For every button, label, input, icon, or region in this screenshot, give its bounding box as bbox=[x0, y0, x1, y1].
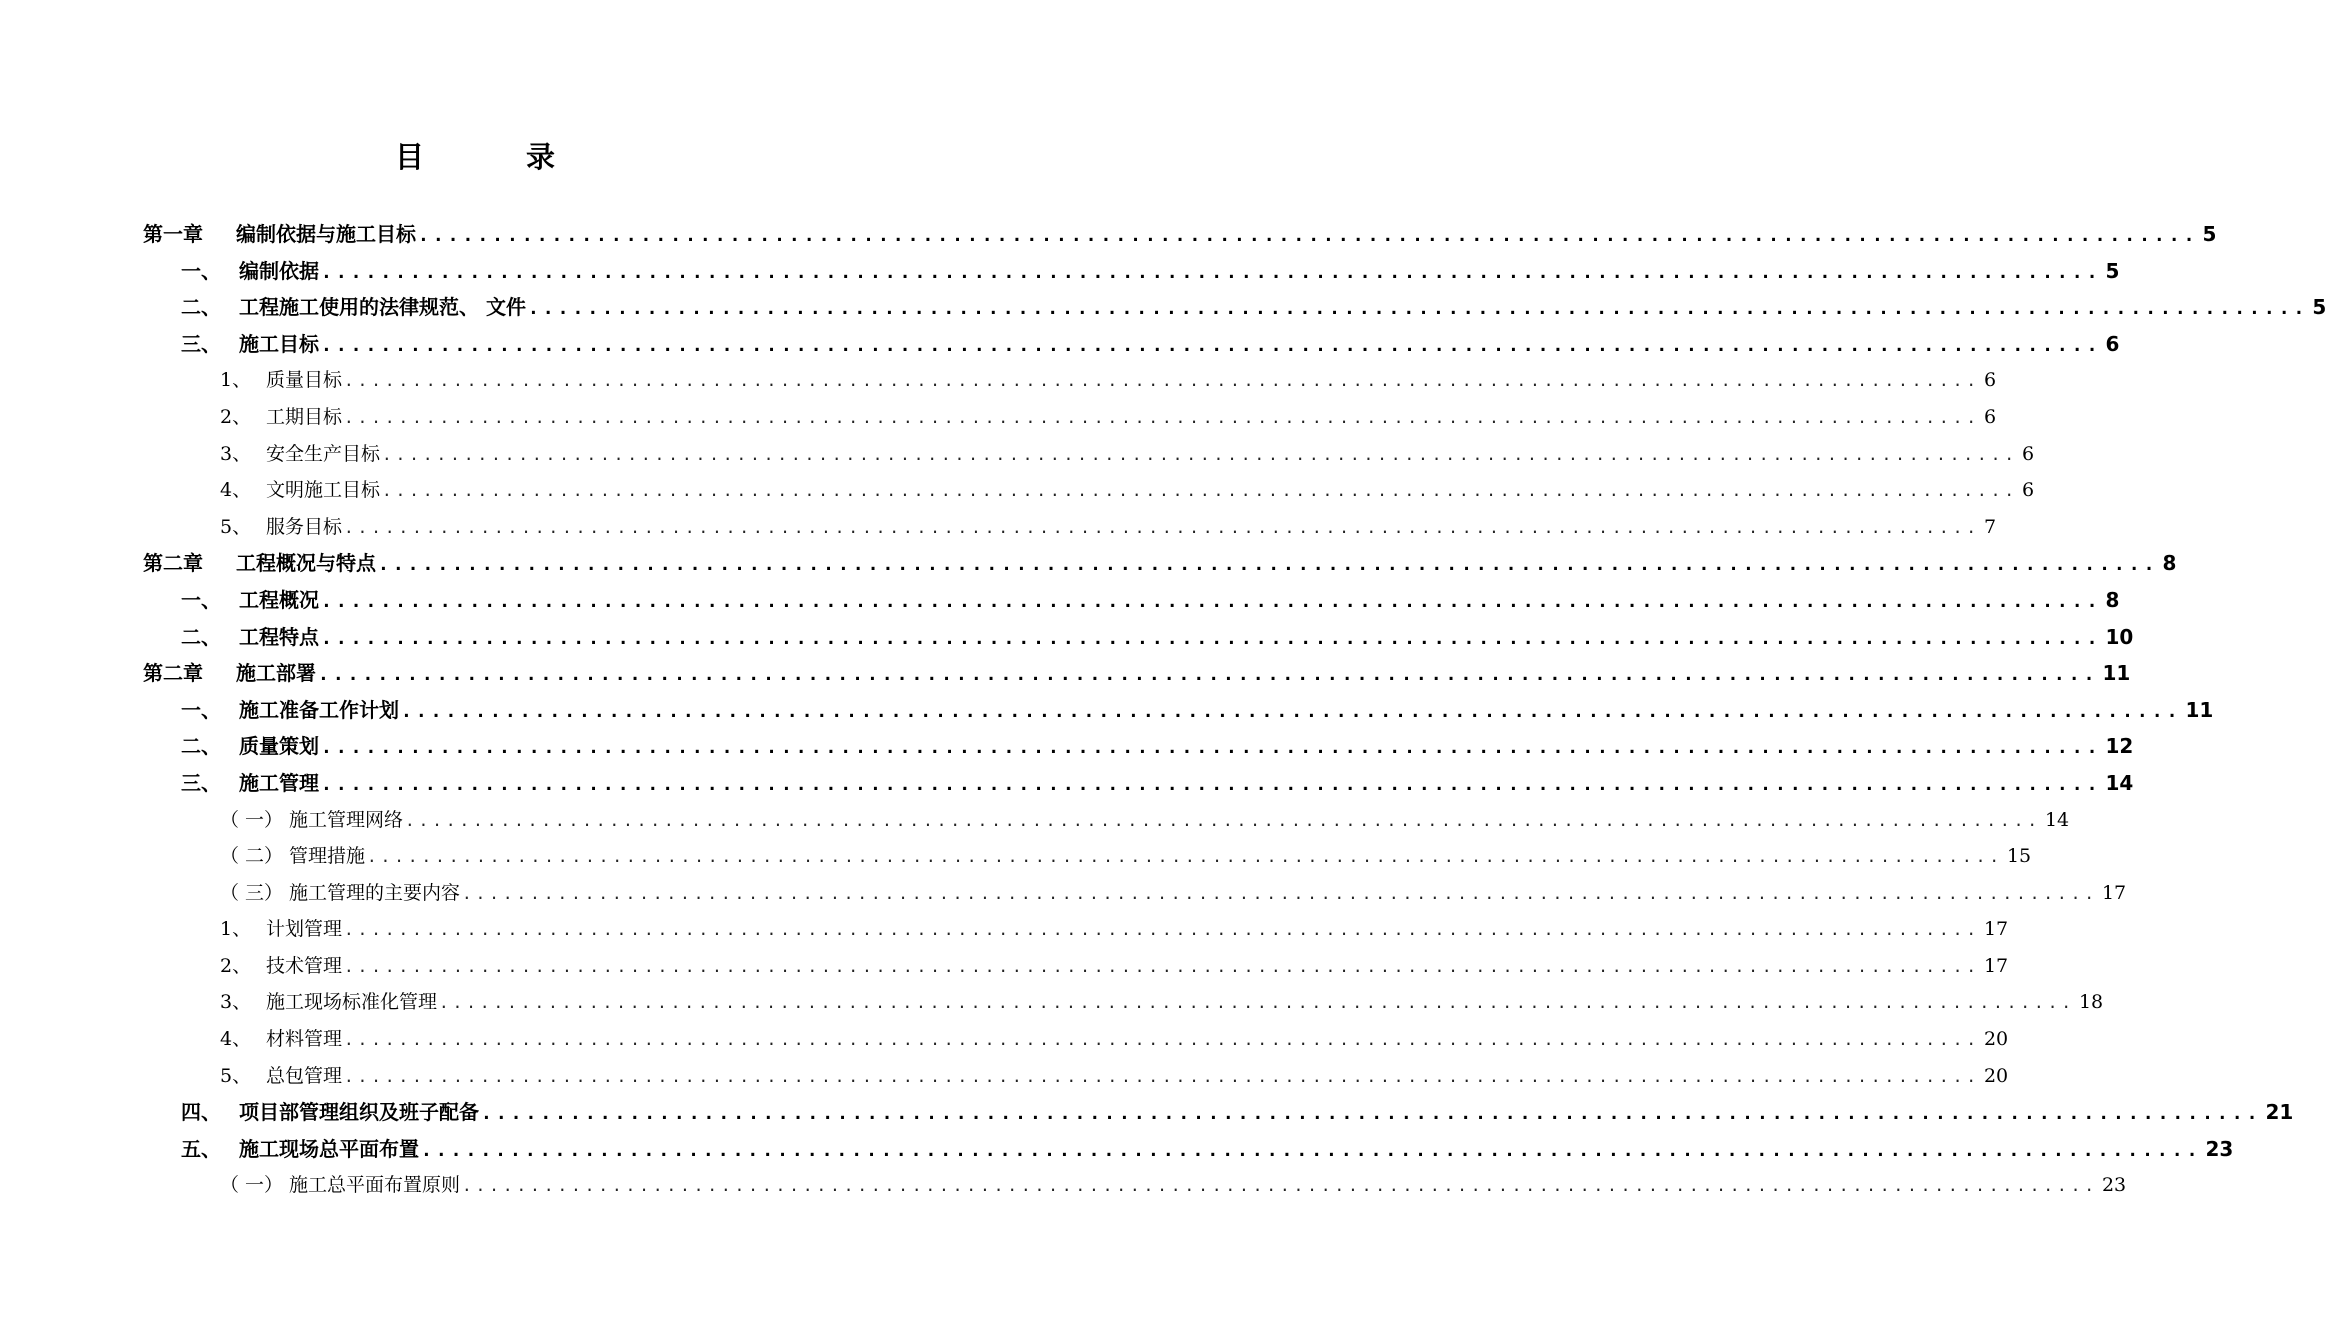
toc-entry-page-number: 14 bbox=[2044, 808, 2070, 831]
toc-entry-page-number: 10 bbox=[2105, 624, 2134, 649]
toc-entry-title: 技术管理 bbox=[266, 954, 343, 977]
toc-entry-title: 文明施工目标 bbox=[266, 479, 381, 502]
toc-entry-title: 编制依据 bbox=[239, 258, 319, 283]
toc-entry-number: （ 三） bbox=[220, 881, 284, 904]
toc-entry-page-number: 6 bbox=[2021, 442, 2035, 465]
toc-dot-leader: ........................................................................................................................ bbox=[344, 407, 1980, 427]
toc-entry-title: 计划管理 bbox=[266, 918, 343, 941]
toc-entry[interactable] bbox=[143, 326, 2120, 363]
toc-entry-page-number: 7 bbox=[1983, 515, 1997, 538]
toc-entry-number: 1、 bbox=[220, 918, 252, 941]
toc-entry-title: 施工部署 bbox=[236, 661, 316, 686]
toc-entry-page-number: 20 bbox=[1983, 1028, 2009, 1051]
toc-entry[interactable] bbox=[143, 1021, 2009, 1058]
toc-entry-number: 二、 bbox=[181, 295, 221, 320]
toc-dot-leader: ........................................................................................................................ bbox=[321, 590, 2102, 612]
toc-entry[interactable] bbox=[143, 1094, 2294, 1131]
toc-entry-number: 一、 bbox=[181, 697, 221, 722]
toc-entry-title: 工程施工使用的法律规范、 文件 bbox=[239, 295, 526, 320]
toc-entry[interactable] bbox=[143, 619, 2134, 656]
toc-dot-leader: ........................................................................................................................ bbox=[401, 700, 2182, 722]
toc-entry-title: 施工管理网络 bbox=[289, 808, 404, 831]
toc-entry[interactable] bbox=[143, 582, 2120, 619]
toc-entry-page-number: 18 bbox=[2078, 991, 2104, 1014]
toc-entry[interactable] bbox=[143, 655, 2131, 692]
toc-entry[interactable] bbox=[143, 289, 2326, 326]
toc-entry[interactable] bbox=[143, 399, 1997, 436]
toc-entry[interactable] bbox=[143, 984, 2104, 1021]
toc-entry-title: 材料管理 bbox=[266, 1028, 343, 1051]
toc-dot-leader: ........................................................................................................................ bbox=[321, 261, 2102, 283]
toc-entry[interactable] bbox=[143, 253, 2120, 290]
toc-dot-leader: ........................................................................................................................ bbox=[405, 810, 2041, 830]
toc-entry-page-number: 6 bbox=[2021, 479, 2035, 502]
toc-dot-leader: ........................................................................................................................ bbox=[318, 664, 2099, 686]
toc-entry-number: 三、 bbox=[181, 331, 221, 356]
toc-entry-page-number: 17 bbox=[1983, 918, 2009, 941]
toc-entry-page-number: 8 bbox=[2105, 587, 2120, 612]
toc-entry-title: 项目部管理组织及班子配备 bbox=[239, 1100, 479, 1125]
toc-entry-page-number: 15 bbox=[2006, 845, 2032, 868]
toc-entry[interactable] bbox=[143, 875, 2127, 912]
toc-entry-number: 5、 bbox=[220, 1064, 252, 1087]
toc-entry-title: 工期目标 bbox=[266, 405, 343, 428]
toc-entry-page-number: 5 bbox=[2105, 258, 2120, 283]
toc-entry-page-number: 14 bbox=[2105, 770, 2134, 795]
toc-dot-leader: ........................................................................................................................ bbox=[382, 481, 2018, 501]
toc-entry[interactable] bbox=[143, 1167, 2127, 1204]
table-of-contents bbox=[143, 216, 2326, 1204]
toc-entry-page-number: 8 bbox=[2162, 551, 2177, 576]
toc-entry[interactable] bbox=[143, 948, 2009, 985]
toc-dot-leader: ........................................................................................................................ bbox=[344, 1030, 1980, 1050]
toc-entry-title: 管理措施 bbox=[289, 845, 366, 868]
toc-dot-leader: ........................................................................................................................ bbox=[481, 1103, 2262, 1125]
toc-entry-page-number: 5 bbox=[2312, 295, 2326, 320]
toc-entry-number: 3、 bbox=[220, 991, 252, 1014]
toc-dot-leader: ........................................................................................................................ bbox=[382, 444, 2018, 464]
toc-entry-number: 二、 bbox=[181, 734, 221, 759]
toc-entry-number: 二、 bbox=[181, 624, 221, 649]
toc-entry-number: 第二章 bbox=[143, 551, 203, 576]
toc-entry-number: （ 二） bbox=[220, 845, 284, 868]
toc-entry-number: 4、 bbox=[220, 479, 252, 502]
toc-entry-number: 1、 bbox=[220, 369, 252, 392]
toc-entry-title: 施工目标 bbox=[239, 331, 319, 356]
toc-dot-leader: ........................................................................................................................ bbox=[321, 737, 2102, 759]
toc-entry-title: 工程概况 bbox=[239, 587, 319, 612]
toc-entry[interactable] bbox=[143, 838, 2032, 875]
toc-entry-title: 工程特点 bbox=[239, 624, 319, 649]
toc-entry-number: 2、 bbox=[220, 405, 252, 428]
toc-dot-leader: ........................................................................................................................ bbox=[344, 371, 1980, 391]
toc-entry-page-number: 17 bbox=[1983, 954, 2009, 977]
toc-entry-title: 质量目标 bbox=[266, 369, 343, 392]
toc-entry-number: 一、 bbox=[181, 258, 221, 283]
toc-title: 目 录 bbox=[394, 140, 602, 174]
toc-dot-leader: ........................................................................................................................ bbox=[421, 1139, 2202, 1161]
toc-entry-number: 四、 bbox=[181, 1100, 221, 1125]
toc-dot-leader: ........................................................................................................................ bbox=[462, 883, 2098, 903]
toc-entry-number: （ 一） bbox=[220, 808, 284, 831]
toc-entry[interactable] bbox=[143, 472, 2035, 509]
toc-dot-leader: ........................................................................................................................ bbox=[527, 298, 2309, 320]
toc-entry[interactable] bbox=[143, 911, 2009, 948]
toc-entry-page-number: 12 bbox=[2105, 734, 2134, 759]
toc-entry-number: 第二章 bbox=[143, 661, 203, 686]
toc-entry-title: 施工现场标准化管理 bbox=[266, 991, 438, 1014]
toc-dot-leader: ........................................................................................................................ bbox=[344, 1066, 1980, 1086]
toc-entry-title: 施工管理的主要内容 bbox=[289, 881, 461, 904]
toc-entry-number: 2、 bbox=[220, 954, 252, 977]
toc-entry-number: 3、 bbox=[220, 442, 252, 465]
toc-entry-page-number: 11 bbox=[2185, 697, 2214, 722]
toc-entry[interactable] bbox=[143, 545, 2177, 582]
toc-entry-number: 五、 bbox=[181, 1136, 221, 1161]
toc-entry-title: 施工总平面布置原则 bbox=[289, 1174, 461, 1197]
toc-entry-title: 工程概况与特点 bbox=[236, 551, 376, 576]
toc-entry-number: 5、 bbox=[220, 515, 252, 538]
toc-entry-number: 第一章 bbox=[143, 222, 203, 246]
toc-dot-leader: ........................................................................................................................ bbox=[439, 993, 2075, 1013]
toc-dot-leader: ........................................................................................................................ bbox=[344, 517, 1980, 537]
toc-entry-title: 施工准备工作计划 bbox=[239, 697, 399, 722]
toc-entry-page-number: 23 bbox=[2101, 1174, 2127, 1197]
toc-dot-leader: ........................................................................................................................ bbox=[344, 956, 1980, 976]
toc-entry[interactable] bbox=[143, 802, 2070, 839]
toc-entry-page-number: 5 bbox=[2202, 222, 2217, 246]
toc-entry-page-number: 6 bbox=[1983, 405, 1997, 428]
toc-entry-title: 施工管理 bbox=[239, 770, 319, 795]
toc-entry[interactable] bbox=[143, 1058, 2009, 1095]
toc-entry-title: 施工现场总平面布置 bbox=[239, 1136, 419, 1161]
toc-dot-leader: ........................................................................................................................ bbox=[321, 773, 2102, 795]
toc-entry[interactable] bbox=[143, 765, 2134, 802]
toc-entry-title: 编制依据与施工目标 bbox=[236, 222, 416, 246]
toc-dot-leader: ........................................................................................................................ bbox=[378, 554, 2159, 576]
toc-entry[interactable] bbox=[143, 1131, 2234, 1168]
toc-dot-leader: ........................................................................................................................ bbox=[418, 225, 2199, 246]
toc-entry-page-number: 21 bbox=[2265, 1100, 2294, 1125]
toc-dot-leader: ........................................................................................................................ bbox=[344, 920, 1980, 940]
toc-entry-number: （ 一） bbox=[220, 1174, 284, 1197]
toc-entry[interactable] bbox=[143, 216, 2217, 253]
toc-entry-number: 一、 bbox=[181, 587, 221, 612]
toc-entry-page-number: 17 bbox=[2101, 881, 2127, 904]
toc-entry-number: 4、 bbox=[220, 1028, 252, 1051]
toc-entry[interactable] bbox=[143, 362, 1997, 399]
toc-dot-leader: ........................................................................................................................ bbox=[462, 1176, 2098, 1196]
toc-entry-page-number: 11 bbox=[2102, 661, 2131, 686]
toc-dot-leader: ........................................................................................................................ bbox=[321, 627, 2102, 649]
toc-entry[interactable] bbox=[143, 692, 2214, 729]
toc-entry-page-number: 6 bbox=[2105, 331, 2120, 356]
toc-entry-title: 总包管理 bbox=[266, 1064, 343, 1087]
toc-entry[interactable] bbox=[143, 509, 1997, 546]
toc-entry-page-number: 6 bbox=[1983, 369, 1997, 392]
toc-entry-title: 质量策划 bbox=[239, 734, 319, 759]
toc-entry-title: 服务目标 bbox=[266, 515, 343, 538]
toc-entry[interactable] bbox=[143, 728, 2134, 765]
toc-entry-page-number: 23 bbox=[2205, 1136, 2234, 1161]
toc-dot-leader: ........................................................................................................................ bbox=[321, 334, 2102, 356]
toc-entry-page-number: 20 bbox=[1983, 1064, 2009, 1087]
toc-entry-title: 安全生产目标 bbox=[266, 442, 381, 465]
toc-dot-leader: ........................................................................................................................ bbox=[367, 847, 2003, 867]
toc-entry-number: 三、 bbox=[181, 770, 221, 795]
toc-entry[interactable] bbox=[143, 436, 2035, 473]
